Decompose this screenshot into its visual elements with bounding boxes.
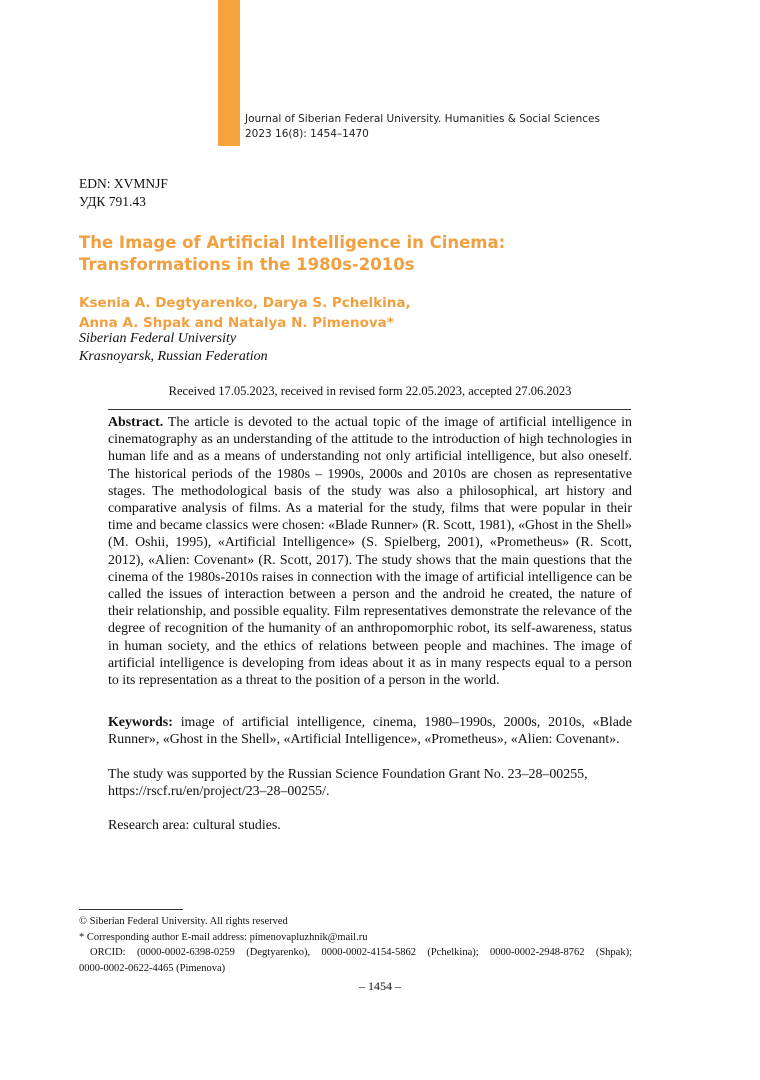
title-line-2: Transformations in the 1980s-2010s: [79, 255, 415, 274]
authors-line-1: Ksenia A. Degtyarenko, Darya S. Pchelkina,: [79, 295, 411, 311]
orcid-line-2: 0000-0002-0622-4465 (Pimenova): [79, 962, 226, 974]
authors-line-2: Anna A. Shpak and Natalya N. Pimenova*: [79, 315, 394, 331]
journal-issue: 2023 16(8): 1454–1470: [245, 128, 369, 140]
research-area: Research area: cultural studies.: [108, 818, 281, 833]
udk-code: УДК 791.43: [79, 194, 146, 209]
received-dates: Received 17.05.2023, received in revised form 22.05.2023, accepted 27.06.2023: [168, 384, 572, 398]
funding-note: The study was supported by the Russian Science Foundation Grant No. 23–28–00255, https://rscf.ru/en/project/23–28–00255/.: [108, 767, 588, 800]
affiliation-line-2: Krasnoyarsk, Russian Federation: [79, 349, 268, 364]
keywords-label: Keywords:: [108, 715, 173, 730]
abstract-divider: [108, 409, 631, 410]
abstract: [108, 414, 632, 689]
corresponding-author-note: * Corresponding author E-mail address: pimenovapluzhnik@mail.ru: [79, 931, 368, 943]
journal-header: [245, 112, 600, 142]
abstract-text: The article is devoted to the actual topic of the image of artificial intelligence in cinematography as an understanding of the attitude to the introduction of high technologies in human life and as a means of understanding not only artificial intelligence, but also oneself. The historical periods of the 1980s – 1990s, 2000s and 2010s are chosen as representative stages. The methodological basis of the study was also a philosophical, art history and comparative analysis of films. As a material for the study, films that were popular in their time and became classics were chosen: «Blade Runner» (R. Scott, 1981), «Ghost in the Shell» (M. Oshii, 1995), «Artificial Intelligence» (S. Spielberg, 2001), «Prometheus» (R. Scott, 2012), «Alien: Covenant» (R. Scott, 2017). The study shows that the main questions that the cinema of the 1980s-2010s raises in connection with the image of artificial intelligence can be called the issues of interaction between a person and the android he created, the nature of their relationship, and possible equality. Film representatives demonstrate the relevance of the degree of recognition of the humanity of an anthropomorphic robot, its self-awareness, status in human society, and the ethics of relations between people and machines. The image of artificial intelligence is developing from ideas about it as in many respects equal to a person to its representation as a threat to the position of a person in the world.: [108, 415, 632, 689]
copyright-note: © Siberian Federal University. All rights reserved: [79, 916, 288, 927]
title-line-1: The Image of Artificial Intelligence in Cinema:: [79, 233, 506, 252]
journal-name: Journal of Siberian Federal University. Humanities & Social Sciences: [245, 113, 600, 125]
affiliation: [79, 330, 268, 366]
abstract-label: Abstract.: [108, 415, 164, 430]
keywords: [108, 714, 632, 748]
edn-code: EDN: XVMNJF: [79, 176, 168, 191]
author-list: [79, 293, 639, 333]
article-title: [79, 232, 599, 276]
footnote-divider: [79, 909, 183, 910]
affiliation-line-1: Siberian Federal University: [79, 331, 237, 346]
article-identifiers: [79, 175, 168, 211]
page-number: – 1454 –: [359, 979, 401, 993]
footnotes: [79, 914, 632, 976]
orcid-line-1: ORCID: (0000-0002-6398-0259 (Degtyarenko), 0000-0002-4154-5862 (Pchelkina); 0000-0002-2948-8762 (Shpak);: [90, 947, 632, 958]
journal-accent-bar: [218, 0, 240, 146]
keywords-text: image of artificial intelligence, cinema, 1980–1990s, 2000s, 2010s, «Blade Runner», «Ghost in the Shell», «Artificial Intelligence», «Prometheus», «Alien: Covenant».: [108, 715, 632, 748]
